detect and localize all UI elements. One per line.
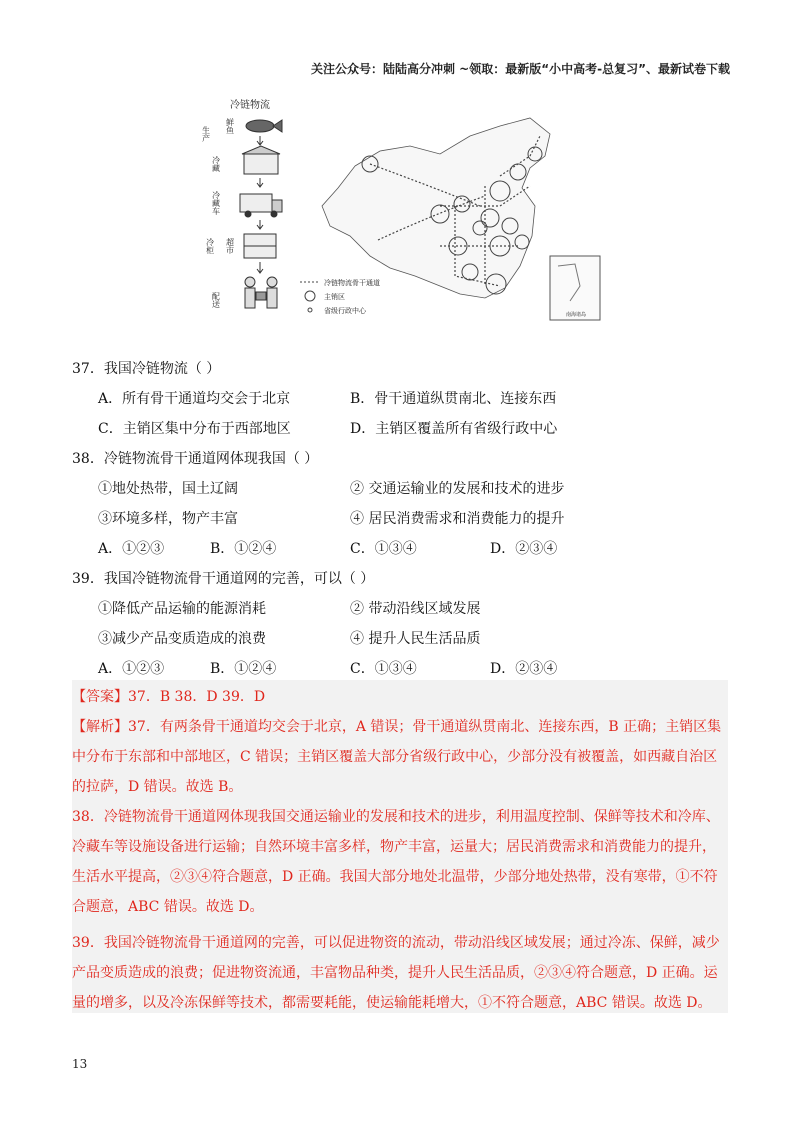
chain-title: 冷链物流 [230,100,270,111]
fish-icon [246,120,282,132]
page-number: 13 [72,1057,88,1071]
q38-item-3: ③环境多样，物产丰富 [98,511,238,527]
q39-choice-a: A．①②③ [98,661,165,677]
q37-option-b: B．骨干通道纵贯南北、连接东西 [350,391,557,407]
analysis-line: 39．我国冷链物流骨干通道网的完善，可以促进物资的流动，带动沿线区域发展；通过冷冻、保鲜，减少 [72,935,720,951]
q38-choice-b: B．①②④ [210,541,277,557]
legend-sales: 主销区 [324,293,345,301]
step-sub-4: 超市 [225,238,235,254]
arrow-down-icon [257,220,263,229]
delivery-icon [245,277,277,308]
arrow-down-icon [257,262,263,273]
q37-option-a: A．所有骨干通道均交会于北京 [98,391,291,407]
analysis-line: 冷藏车等设施设备进行运输；自然环境丰富多样，物产丰富，运量大；居民消费需求和消费能力的提升， [72,839,716,855]
step-label-1: 生产 [201,126,211,142]
q37-option-d: D．主销区覆盖所有省级行政中心 [350,421,558,437]
step-label-3: 冷藏车 [211,191,221,215]
q38-choice-c: C．①③④ [350,541,417,557]
q39-item-4: ④ 提升人民生活品质 [350,631,481,647]
q38-stem: 38．冷链物流骨干通道网体现我国（ ） [72,451,319,467]
legend-trunk: 冷链物流骨干通道 [324,279,380,287]
step-sub-1: 鲜鱼 [225,118,235,134]
q39-choice-b: B．①②④ [210,661,277,677]
step-label-2: 冷藏 [211,156,221,172]
analysis-line: 产品变质造成的浪费；促进物资流通，丰富物品种类，提升人民生活品质，②③④符合题意，D 正确。运 [72,965,718,981]
q39-stem: 39．我国冷链物流骨干通道网的完善，可以（ ） [72,571,375,587]
q37-stem: 37．我国冷链物流（ ） [72,361,221,377]
arrow-down-icon [257,178,263,187]
q38-item-2: ② 交通运输业的发展和技术的进步 [350,481,565,497]
analysis-line: 量的增多，以及冷冻保鲜等技术，都需要耗能，使运输能耗增大，①不符合题意，ABC 错误。故选 D。 [72,995,712,1011]
q39-item-3: ③减少产品变质造成的浪费 [98,631,266,647]
q39-item-2: ② 带动沿线区域发展 [350,601,481,617]
q38-item-1: ①地处热带，国土辽阔 [98,481,238,497]
page-header: 关注公众号：陆陆高分冲刺 ~领取：最新版“小中高考-总复习”、最新试卷下载 [311,62,730,76]
q38-choice-d: D．②③④ [490,541,558,557]
cold-chain-figure [200,96,610,328]
analysis-line: 生活水平提高，②③④符合题意，D 正确。我国大部分地处北温带，少部分地处热带，没有寒带，①不符 [72,869,718,885]
warehouse-icon [242,146,280,174]
q38-item-4: ④ 居民消费需求和消费能力的提升 [350,511,565,527]
step-label-5: 配送 [211,292,221,308]
legend-capital: 省级行政中心 [324,307,366,315]
freezer-icon [244,234,276,258]
answer-line: 【答案】37．B 38．D 39．D [72,689,266,705]
q39-choice-d: D．②③④ [490,661,558,677]
step-label-4: 冷柜 [205,238,215,254]
analysis-line: 【解析】37．有两条骨干通道均交会于北京，A 错误；骨干通道纵贯南北、连接东西，B 正确；主销区集 [72,719,722,735]
analysis-line: 38．冷链物流骨干通道网体现我国交通运输业的发展和技术的进步，利用温度控制、保鲜等技术和冷库、 [72,809,720,825]
q39-item-1: ①降低产品运输的能源消耗 [98,601,266,617]
analysis-line: 合题意，ABC 错误。故选 D。 [72,899,264,915]
truck-icon [240,194,282,217]
china-map-outline [322,118,550,298]
analysis-line: 的拉萨，D 错误。故选 B。 [72,779,243,795]
q37-option-c: C．主销区集中分布于西部地区 [98,421,291,437]
analysis-line: 中分布于东部和中部地区，C 错误；主销区覆盖大部分省级行政中心，少部分没有被覆盖，如西藏自治区 [72,749,718,765]
arrow-down-icon [257,136,263,145]
inset-label: 南海诸岛 [566,312,587,318]
q39-choice-c: C．①③④ [350,661,417,677]
q38-choice-a: A．①②③ [98,541,165,557]
